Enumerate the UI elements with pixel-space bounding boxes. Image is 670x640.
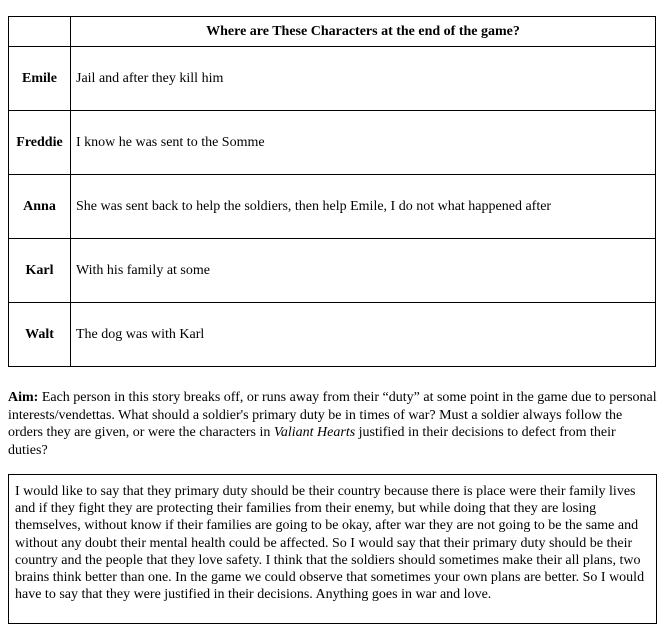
game-title: Valiant Hearts (273, 425, 356, 440)
characters-table (8, 16, 656, 367)
table-row (9, 47, 656, 111)
character-name: Freddie (9, 111, 71, 175)
table-row (9, 239, 656, 303)
character-answer: The dog was with Karl (71, 303, 656, 367)
response-box (8, 474, 657, 624)
character-answer: She was sent back to help the soldiers, then help Emile, I do not what happened after (71, 175, 656, 239)
character-name: Karl (9, 239, 71, 303)
character-answer: I know he was sent to the Somme (71, 111, 656, 175)
character-name: Anna (9, 175, 71, 239)
character-name: Emile (9, 47, 71, 111)
table-row (9, 303, 656, 367)
table-row (9, 111, 656, 175)
table-row (9, 175, 656, 239)
table-header-question: Where are These Characters at the end of the game? (71, 17, 656, 47)
response-text: I would like to say that they primary duty should be their country because there is place were their family lives and if they fight they are protecting their families from their enemy, but while doing that they are losing themselves, without know if their families are going to be okay, after war they are not going to be the same and without any doubt their mental health could be affected. So I would say that their primary duty should be their country and the people that they love safety. I think that the soldiers should sometimes make their all plans, two brains think better than one. In the game we could observe that sometimes your own plans are better. So I would have to say that they were justified in their decisions. Anything goes in war and love. (15, 484, 645, 603)
table-header-row (9, 17, 656, 47)
character-answer: With his family at some (71, 239, 656, 303)
aim-paragraph (8, 389, 658, 459)
character-name: Walt (9, 303, 71, 367)
table-header-empty-cell (9, 17, 71, 47)
aim-text-before: Each person in this story breaks off, or runs away from their “duty” at some point in the game due to personal interests/vendettas. What should a soldier's primary duty be in times of war? Must a soldier always follow the orders they are given, or were the characters in (8, 390, 657, 440)
aim-label: Aim: (8, 390, 39, 405)
character-answer: Jail and after they kill him (71, 47, 656, 111)
aim-text-after: justified in their decisions to defect from their duties? (8, 425, 616, 458)
